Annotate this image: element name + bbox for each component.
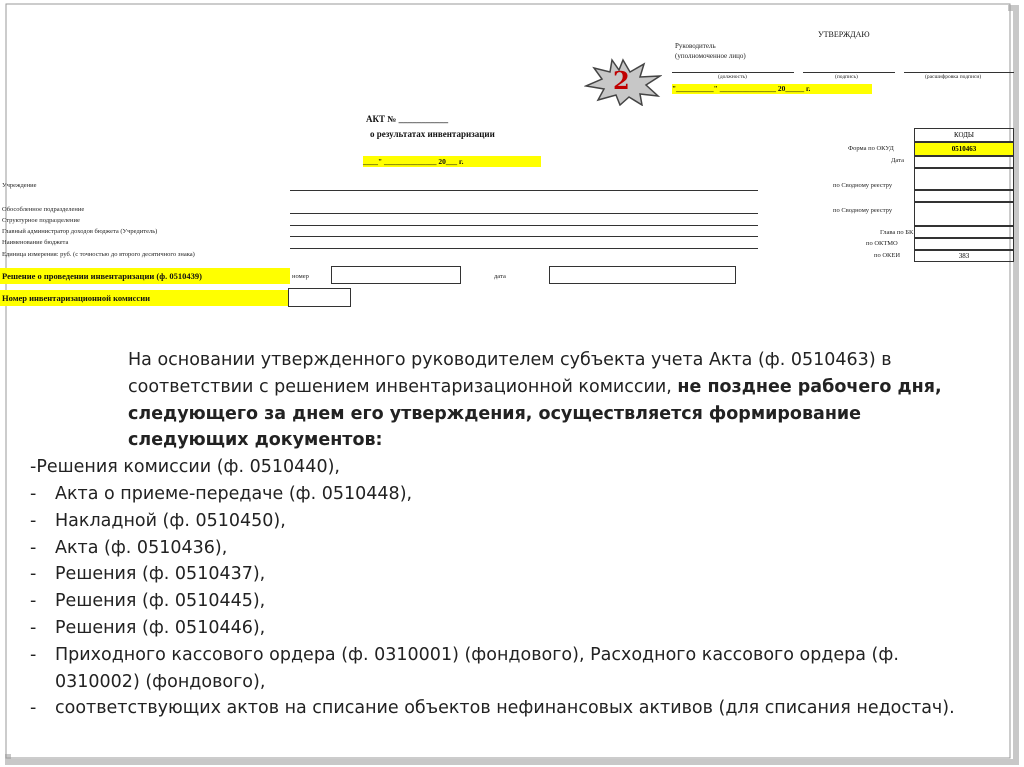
list-item: - Приходного кассового ордера (ф. 0310001) (фондового), Расходного кассового ордера (ф. 0310002) (фондового), <box>30 642 980 696</box>
chief-admin-label: Главный администратор доходов бюджета (Учредитель) <box>2 228 158 235</box>
list-dash: - <box>30 483 37 504</box>
registry-code-cell <box>914 168 1014 190</box>
list-item: - Решения (ф. 0510446), <box>30 615 980 642</box>
registry-label: по Сводному реестру <box>833 182 893 189</box>
list-dash: - <box>30 591 37 612</box>
list-dash: - <box>30 510 37 531</box>
list-item: - Решения (ф. 0510445), <box>30 588 980 615</box>
head-label: Руководитель <box>675 42 716 50</box>
list-dash: - <box>30 564 37 585</box>
institution-line <box>290 190 758 191</box>
approve-date: "__________" _______________ 20_____ г. <box>672 84 872 94</box>
subdivision-label: Обособленное подразделение <box>2 206 85 213</box>
decision-label: Решение о проведении инвентаризации (ф. 0510439) <box>0 268 290 284</box>
decision-number-field[interactable] <box>331 266 461 284</box>
body-text <box>30 347 980 722</box>
approve-title: УТВЕРЖДАЮ <box>818 30 870 39</box>
institution-label: Учреждение <box>2 182 37 189</box>
commission-number-field[interactable] <box>288 288 351 307</box>
bk-label: Глава по БК <box>880 229 914 236</box>
number-label: номер <box>292 273 309 280</box>
head-sub: (уполномоченное лицо) <box>675 52 746 60</box>
okud-value: 0510463 <box>914 142 1014 156</box>
codes-header: КОДЫ <box>914 128 1014 142</box>
list-item: - Решения (ф. 0510437), <box>30 561 980 588</box>
list-dash: - <box>30 644 37 665</box>
act-date: ____" ______________ 20___ г. <box>363 156 541 167</box>
budget-name-line <box>290 248 758 249</box>
okei-label: по ОКЕИ <box>874 252 901 259</box>
okei-value: 383 <box>914 250 1014 262</box>
list-dash: - <box>30 537 37 558</box>
subdivision-line <box>290 213 758 214</box>
date-small-label: дата <box>494 273 506 280</box>
list-item: - Акта (ф. 0510436), <box>30 535 980 562</box>
sig-line-signature <box>803 72 895 73</box>
list-item: - Акта о приеме-передаче (ф. 0510448), <box>30 481 980 508</box>
oktmo-label: по ОКТМО <box>866 240 898 247</box>
first-item: -Решения комиссии (ф. 0510440), <box>30 457 340 478</box>
commission-label: Номер инвентаризационной комиссии <box>0 290 290 306</box>
budget-name-label: Наименование бюджета <box>2 239 69 246</box>
empty-code-cell <box>914 190 1014 202</box>
intro-paragraph <box>30 347 980 454</box>
sig-position-label: (должность) <box>718 74 747 80</box>
act-subtitle: о результатах инвентаризации <box>370 129 495 139</box>
date-code-cell <box>914 156 1014 168</box>
list-dash: - <box>30 698 37 719</box>
sig-decode-label: (расшифровка подписи) <box>925 74 982 80</box>
chief-admin-line <box>290 236 758 237</box>
registry-code-cell-2 <box>914 202 1014 226</box>
okud-label: Форма по ОКУД <box>848 145 894 152</box>
sig-signature-label: (подпись) <box>835 74 858 80</box>
sig-line-position <box>672 72 794 73</box>
date-label: Дата <box>891 157 904 164</box>
unit-label: Единица измерения: руб. (с точностью до второго десятичного знака) <box>2 251 195 258</box>
intro-text: На основании утвержденного руководителем субъекта учета Акта (ф. 0510463) в соответствии с решением инвентаризационной комиссии, <box>128 350 892 397</box>
decision-date-field[interactable] <box>549 266 736 284</box>
intro-bold-text: не позднее рабочего дня, следующего за днем его утверждения, осуществляется формирование следующих документов: <box>128 376 942 451</box>
list-item: - Накладной (ф. 0510450), <box>30 508 980 535</box>
oktmo-code-cell <box>914 238 1014 250</box>
list-item: - соответствующих актов на списание объектов нефинансовых активов (для списания недостач). <box>30 695 980 722</box>
badge-number: 2 <box>613 66 630 95</box>
list-dash: - <box>30 617 37 638</box>
bk-code-cell <box>914 226 1014 238</box>
registry-label-2: по Сводному реестру <box>833 207 893 214</box>
structural-line <box>290 225 758 226</box>
act-title: АКТ № ___________ <box>366 114 449 124</box>
structural-label: Структурное подразделение <box>2 217 80 224</box>
sig-line-decode <box>904 72 1014 73</box>
